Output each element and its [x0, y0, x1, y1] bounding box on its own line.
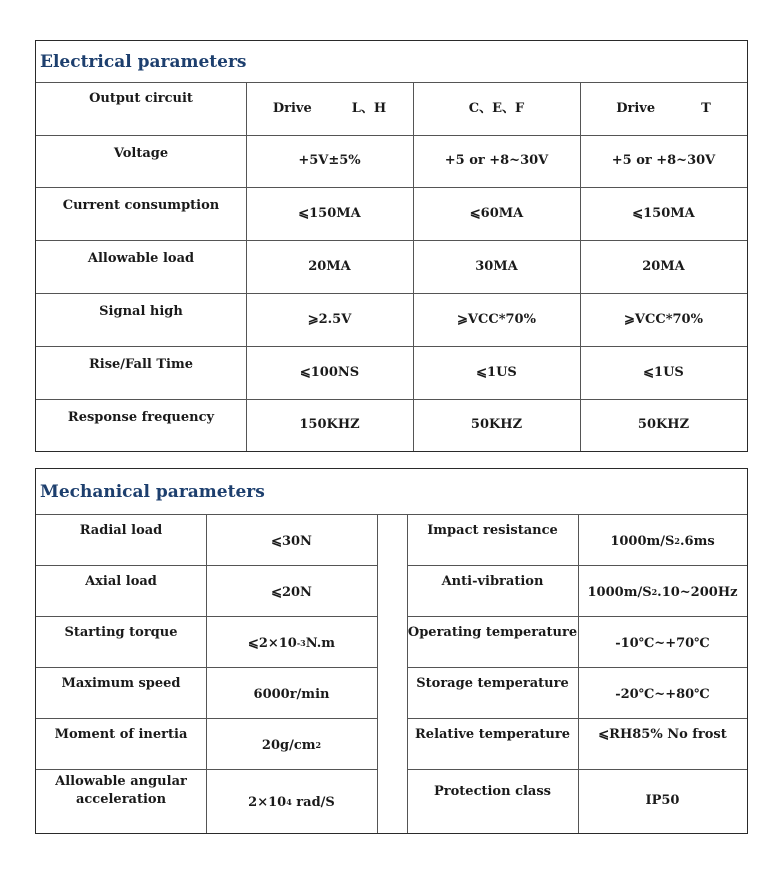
- starting-torque-value: ⩽2×10 $^{-3}$ N.m: [247, 635, 336, 651]
- angular-accel-value-unit: rad/S: [291, 795, 335, 810]
- rise-fall-label: Rise/Fall Time: [88, 357, 194, 372]
- allowable-load-label: Allowable load: [87, 251, 195, 266]
- drive-lh-header-b: L、H: [351, 100, 387, 116]
- table-gap: [378, 515, 407, 833]
- impact-resistance-value: 1000m/S $^2$ .6ms: [610, 533, 715, 549]
- starting-torque-value-unit: N.m: [305, 635, 336, 651]
- voltage-value-cef: +5 or +8~30V: [444, 153, 549, 168]
- maximum-speed-value: 6000r/min: [253, 686, 330, 702]
- starting-torque-label: Starting torque: [64, 625, 178, 640]
- current-value-t: ⩽150MA: [632, 205, 695, 221]
- relative-temperature-value: ⩽RH85% No frost: [598, 727, 727, 742]
- impact-resistance-value-unit: .6ms: [680, 533, 715, 549]
- response-frequency-t: 50KHZ: [637, 417, 690, 432]
- radial-load-label: Radial load: [79, 523, 163, 538]
- allowable-angular-acceleration-label: [36, 769, 206, 833]
- axial-load-value: ⩽20N: [271, 584, 312, 600]
- drive-t-header-a: Drive: [616, 100, 656, 116]
- protection-class-value: IP50: [645, 793, 680, 808]
- current-value-cef: ⩽60MA: [469, 205, 524, 221]
- drive-t-header: [580, 82, 747, 135]
- allowable-angular-acceleration-value: 2×10 $^4$ rad/S: [248, 795, 335, 810]
- response-frequency-label: Response frequency: [67, 410, 215, 425]
- drive-lh-header: [246, 82, 413, 135]
- axial-load-label: Axial load: [85, 574, 157, 589]
- starting-torque-value-base: ⩽2×10: [247, 635, 297, 651]
- protection-class-label: Protection class: [434, 784, 551, 799]
- signal-high-t: ⩾VCC*70%: [624, 311, 703, 327]
- signal-high-label: Signal high: [99, 304, 183, 319]
- mechanical-title: Mechanical parameters: [40, 482, 265, 502]
- allowable-load-lh: 20MA: [308, 258, 351, 274]
- mechanical-panel: [35, 468, 748, 834]
- electrical-panel: [35, 40, 748, 452]
- allowable-load-cef: 30MA: [475, 258, 518, 274]
- radial-load-value: ⩽30N: [271, 533, 312, 549]
- storage-temperature-label: Storage temperature: [416, 676, 569, 691]
- cef-header: C、E、F: [468, 100, 525, 116]
- moment-of-inertia-value: 20g/cm $^2$: [261, 737, 322, 753]
- voltage-value-t: +5 or +8~30V: [611, 153, 716, 168]
- rise-fall-cef: ⩽1US: [476, 364, 517, 380]
- voltage-label: Voltage: [113, 146, 169, 161]
- electrical-title: Electrical parameters: [40, 52, 247, 72]
- allowable-angular-label-line1: Allowable angular: [55, 774, 187, 789]
- current-consumption-label: Current consumption: [62, 198, 220, 213]
- impact-resistance-value-base: 1000m/S: [610, 533, 675, 549]
- allowable-load-t: 20MA: [642, 258, 685, 274]
- rise-fall-t: ⩽1US: [643, 364, 684, 380]
- signal-high-lh: ⩾2.5V: [307, 311, 352, 327]
- drive-t-header-b: T: [701, 100, 711, 116]
- maximum-speed-label: Maximum speed: [61, 676, 181, 691]
- operating-temperature-value: -10℃~+70℃: [615, 635, 710, 651]
- impact-resistance-label: Impact resistance: [427, 523, 558, 538]
- anti-vibration-value-unit: .10~200Hz: [657, 584, 738, 600]
- signal-high-cef: ⩾VCC*70%: [457, 311, 536, 327]
- output-circuit-label: Output circuit: [89, 91, 193, 106]
- current-value-lh: ⩽150MA: [298, 205, 361, 221]
- moment-of-inertia-label: Moment of inertia: [54, 727, 188, 742]
- anti-vibration-label: Anti-vibration: [441, 574, 544, 589]
- rise-fall-lh: ⩽100NS: [299, 364, 360, 380]
- response-frequency-cef: 50KHZ: [470, 417, 523, 432]
- anti-vibration-value: 1000m/S $^2$ .10~200Hz: [587, 584, 738, 600]
- response-frequency-lh: 150KHZ: [299, 417, 360, 432]
- moment-of-inertia-value-base: 20g/cm: [261, 737, 316, 753]
- voltage-value-lh: +5V±5%: [298, 153, 361, 168]
- drive-lh-header-a: Drive: [272, 100, 312, 116]
- storage-temperature-value: -20℃~+80℃: [615, 686, 710, 702]
- relative-temperature-label: Relative temperature: [415, 727, 570, 742]
- operating-temperature-label: Operating temperature: [407, 625, 578, 640]
- angular-accel-value-base: 2×10: [248, 795, 287, 810]
- anti-vibration-value-base: 1000m/S: [587, 584, 652, 600]
- allowable-angular-label-line2: acceleration: [75, 792, 167, 807]
